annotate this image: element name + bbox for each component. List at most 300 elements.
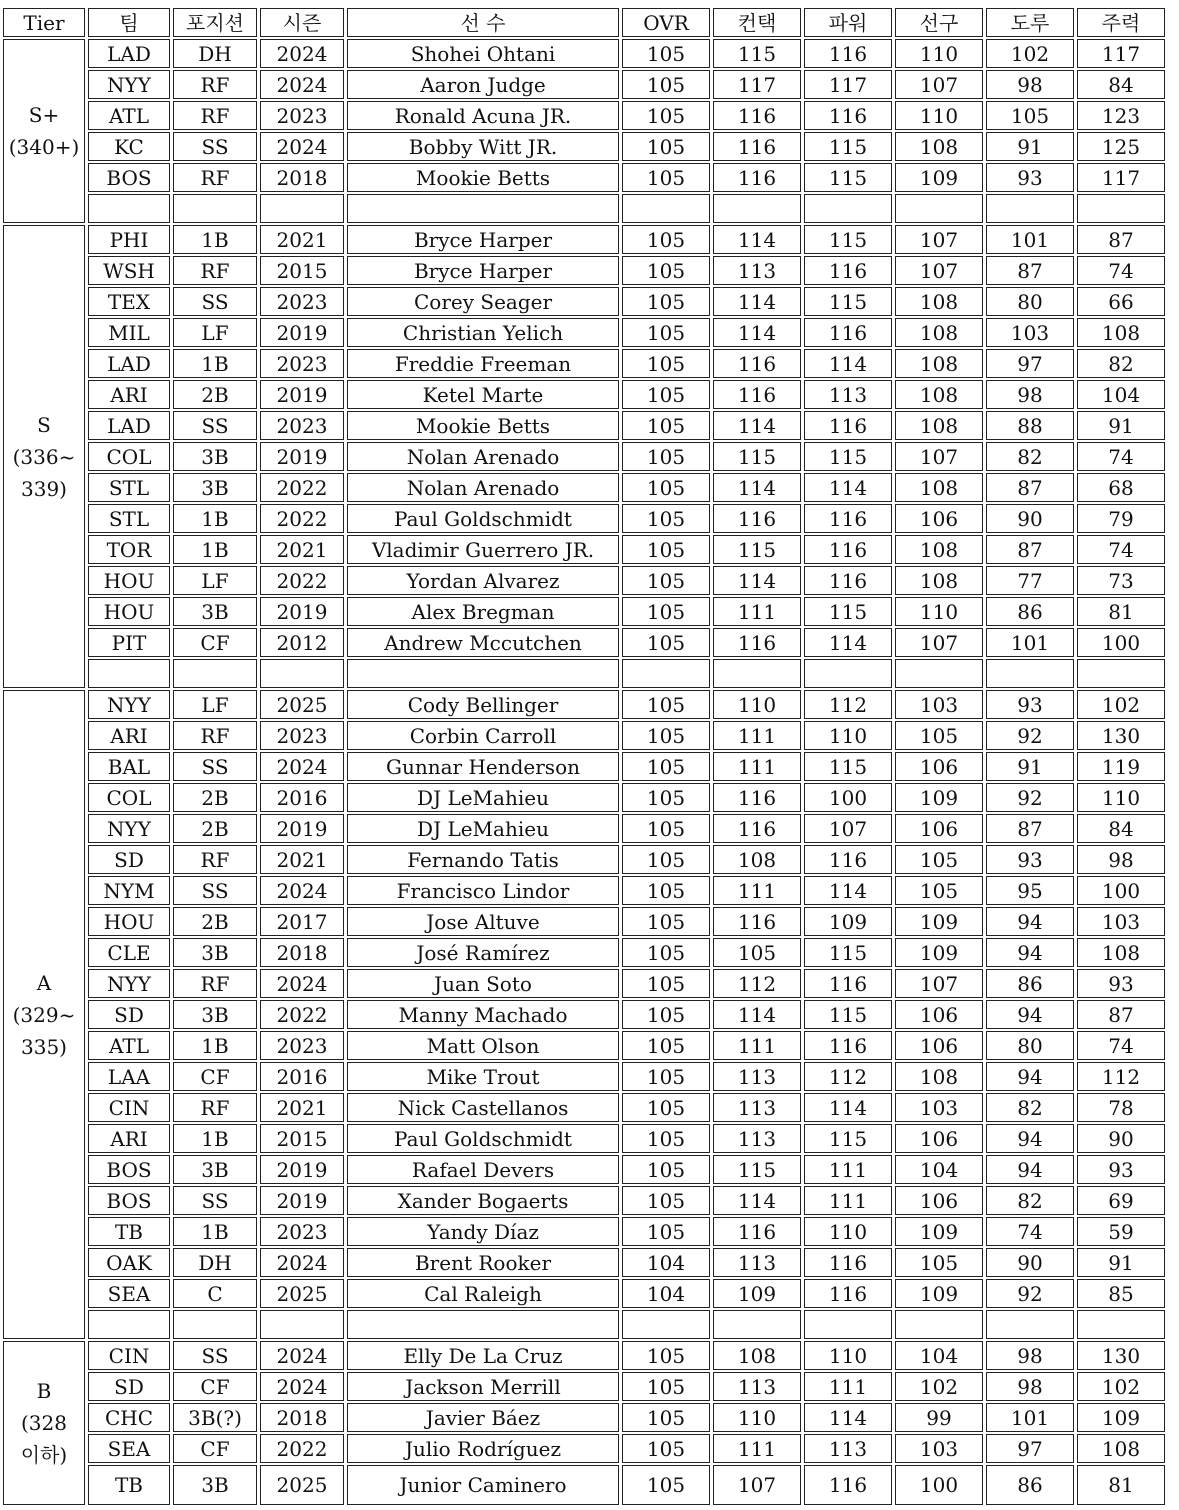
cell-speed: 110	[1077, 783, 1165, 812]
cell-power: 117	[804, 70, 892, 99]
cell-team: ATL	[88, 101, 170, 130]
cell-speed: 74	[1077, 1031, 1165, 1060]
cell-team: BOS	[88, 1155, 170, 1184]
cell-ovr: 105	[622, 752, 710, 781]
table-row	[3, 814, 1165, 843]
empty-cell	[713, 659, 801, 688]
cell-position: 1B	[173, 535, 257, 564]
cell-player: Freddie Freeman	[347, 349, 619, 378]
cell-power: 107	[804, 814, 892, 843]
cell-speed: 81	[1077, 597, 1165, 626]
empty-cell	[173, 1310, 257, 1339]
cell-team: SD	[88, 1000, 170, 1029]
cell-ovr: 105	[622, 101, 710, 130]
cell-position: CF	[173, 628, 257, 657]
cell-player: Fernando Tatis	[347, 845, 619, 874]
cell-ovr: 105	[622, 628, 710, 657]
cell-player: Gunnar Henderson	[347, 752, 619, 781]
cell-player: Junior Caminero	[347, 1465, 619, 1505]
cell-steal: 98	[986, 70, 1074, 99]
cell-eye: 109	[895, 163, 983, 192]
cell-position: SS	[173, 752, 257, 781]
cell-power: 111	[804, 1372, 892, 1401]
empty-cell	[986, 194, 1074, 223]
cell-player: Alex Bregman	[347, 597, 619, 626]
cell-season: 2018	[260, 938, 344, 967]
cell-season: 2019	[260, 442, 344, 471]
cell-player: Jose Altuve	[347, 907, 619, 936]
tier-label-cell	[3, 690, 85, 1339]
cell-contact: 114	[713, 1186, 801, 1215]
cell-position: 3B(?)	[173, 1403, 257, 1432]
cell-speed: 117	[1077, 39, 1165, 68]
cell-team: ARI	[88, 721, 170, 750]
table-row	[3, 566, 1165, 595]
cell-player: Corey Seager	[347, 287, 619, 316]
empty-cell	[173, 659, 257, 688]
cell-ovr: 105	[622, 566, 710, 595]
empty-cell	[895, 659, 983, 688]
empty-cell	[260, 1310, 344, 1339]
cell-ovr: 105	[622, 690, 710, 719]
cell-eye: 99	[895, 1403, 983, 1432]
cell-position: RF	[173, 969, 257, 998]
cell-contact: 113	[713, 1248, 801, 1277]
cell-team: SD	[88, 1372, 170, 1401]
cell-eye: 108	[895, 132, 983, 161]
cell-player: Christian Yelich	[347, 318, 619, 347]
cell-position: RF	[173, 1093, 257, 1122]
cell-power: 116	[804, 101, 892, 130]
cell-season: 2023	[260, 1031, 344, 1060]
cell-season: 2019	[260, 1186, 344, 1215]
cell-team: OAK	[88, 1248, 170, 1277]
cell-steal: 86	[986, 1465, 1074, 1505]
cell-player: Nick Castellanos	[347, 1093, 619, 1122]
cell-ovr: 105	[622, 1217, 710, 1246]
table-row	[3, 70, 1165, 99]
cell-team: CLE	[88, 938, 170, 967]
cell-power: 114	[804, 349, 892, 378]
empty-cell	[804, 659, 892, 688]
cell-power: 116	[804, 535, 892, 564]
table-row	[3, 411, 1165, 440]
cell-team: CHC	[88, 1403, 170, 1432]
table-row	[3, 1124, 1165, 1153]
cell-contact: 116	[713, 628, 801, 657]
cell-ovr: 105	[622, 1062, 710, 1091]
cell-player: Cody Bellinger	[347, 690, 619, 719]
tier-label-line: (328	[21, 1411, 67, 1435]
cell-power: 111	[804, 1186, 892, 1215]
tier-label-cell	[3, 225, 85, 688]
cell-eye: 106	[895, 1000, 983, 1029]
table-row	[3, 907, 1165, 936]
cell-player: Yandy Díaz	[347, 1217, 619, 1246]
cell-position: SS	[173, 876, 257, 905]
cell-player: Corbin Carroll	[347, 721, 619, 750]
empty-cell	[895, 194, 983, 223]
spacer-row	[3, 194, 1165, 223]
cell-ovr: 105	[622, 535, 710, 564]
cell-power: 115	[804, 442, 892, 471]
cell-player: Nolan Arenado	[347, 473, 619, 502]
cell-position: 1B	[173, 349, 257, 378]
cell-team: LAA	[88, 1062, 170, 1091]
cell-season: 2023	[260, 721, 344, 750]
cell-steal: 93	[986, 690, 1074, 719]
cell-season: 2024	[260, 1248, 344, 1277]
empty-cell	[622, 659, 710, 688]
cell-steal: 95	[986, 876, 1074, 905]
empty-cell	[88, 659, 170, 688]
cell-speed: 84	[1077, 814, 1165, 843]
cell-power: 100	[804, 783, 892, 812]
cell-speed: 100	[1077, 628, 1165, 657]
table-row	[3, 1155, 1165, 1184]
tier-label-line: 335)	[21, 1034, 67, 1059]
cell-eye: 103	[895, 1434, 983, 1463]
header-team: 팀	[88, 8, 170, 37]
table-row	[3, 1062, 1165, 1091]
cell-position: 1B	[173, 504, 257, 533]
header-eye: 선구	[895, 8, 983, 37]
cell-ovr: 105	[622, 318, 710, 347]
cell-team: KC	[88, 132, 170, 161]
cell-player: Mookie Betts	[347, 163, 619, 192]
cell-ovr: 105	[622, 783, 710, 812]
cell-power: 115	[804, 597, 892, 626]
cell-player: Bryce Harper	[347, 225, 619, 254]
cell-position: 1B	[173, 1031, 257, 1060]
cell-speed: 100	[1077, 876, 1165, 905]
cell-ovr: 104	[622, 1279, 710, 1308]
cell-power: 110	[804, 721, 892, 750]
cell-power: 116	[804, 566, 892, 595]
cell-speed: 103	[1077, 907, 1165, 936]
cell-speed: 82	[1077, 349, 1165, 378]
cell-ovr: 105	[622, 1403, 710, 1432]
empty-cell	[1077, 194, 1165, 223]
cell-contact: 114	[713, 225, 801, 254]
tier-label-line: 339)	[21, 476, 67, 501]
cell-player: Paul Goldschmidt	[347, 1124, 619, 1153]
spacer-row	[3, 659, 1165, 688]
cell-power: 110	[804, 1217, 892, 1246]
cell-season: 2019	[260, 380, 344, 409]
cell-contact: 116	[713, 101, 801, 130]
cell-team: SD	[88, 845, 170, 874]
empty-cell	[1077, 1310, 1165, 1339]
table-row	[3, 318, 1165, 347]
cell-position: 1B	[173, 225, 257, 254]
cell-ovr: 105	[622, 1341, 710, 1370]
cell-ovr: 105	[622, 380, 710, 409]
cell-eye: 108	[895, 1062, 983, 1091]
cell-season: 2022	[260, 1434, 344, 1463]
cell-power: 111	[804, 1155, 892, 1184]
cell-eye: 105	[895, 1248, 983, 1277]
cell-player: DJ LeMahieu	[347, 814, 619, 843]
cell-contact: 111	[713, 876, 801, 905]
table-row	[3, 163, 1165, 192]
cell-eye: 109	[895, 1279, 983, 1308]
cell-eye: 108	[895, 287, 983, 316]
cell-season: 2025	[260, 1465, 344, 1505]
cell-power: 114	[804, 876, 892, 905]
cell-ovr: 105	[622, 1372, 710, 1401]
table-row	[3, 752, 1165, 781]
cell-season: 2015	[260, 1124, 344, 1153]
cell-speed: 98	[1077, 845, 1165, 874]
header-steal: 도루	[986, 8, 1074, 37]
cell-season: 2025	[260, 690, 344, 719]
cell-speed: 73	[1077, 566, 1165, 595]
cell-speed: 91	[1077, 1248, 1165, 1277]
cell-contact: 115	[713, 39, 801, 68]
cell-contact: 107	[713, 1465, 801, 1505]
cell-position: 2B	[173, 814, 257, 843]
cell-season: 2024	[260, 39, 344, 68]
cell-contact: 117	[713, 70, 801, 99]
cell-speed: 74	[1077, 442, 1165, 471]
cell-steal: 82	[986, 1093, 1074, 1122]
cell-steal: 97	[986, 1434, 1074, 1463]
cell-position: SS	[173, 411, 257, 440]
cell-player: Paul Goldschmidt	[347, 504, 619, 533]
cell-ovr: 105	[622, 969, 710, 998]
empty-cell	[173, 194, 257, 223]
empty-cell	[260, 194, 344, 223]
cell-season: 2021	[260, 535, 344, 564]
cell-contact: 116	[713, 907, 801, 936]
cell-steal: 101	[986, 225, 1074, 254]
cell-contact: 110	[713, 690, 801, 719]
cell-steal: 77	[986, 566, 1074, 595]
cell-team: BAL	[88, 752, 170, 781]
cell-contact: 113	[713, 1124, 801, 1153]
cell-power: 113	[804, 1434, 892, 1463]
cell-contact: 116	[713, 380, 801, 409]
cell-contact: 108	[713, 1341, 801, 1370]
cell-contact: 114	[713, 566, 801, 595]
cell-power: 115	[804, 938, 892, 967]
cell-power: 114	[804, 1403, 892, 1432]
tier-label-line: (336~	[12, 444, 76, 469]
cell-contact: 109	[713, 1279, 801, 1308]
cell-speed: 74	[1077, 535, 1165, 564]
cell-eye: 108	[895, 566, 983, 595]
cell-position: SS	[173, 132, 257, 161]
cell-eye: 108	[895, 380, 983, 409]
cell-contact: 113	[713, 1093, 801, 1122]
cell-season: 2019	[260, 1155, 344, 1184]
cell-eye: 107	[895, 70, 983, 99]
cell-power: 110	[804, 1341, 892, 1370]
cell-team: ATL	[88, 1031, 170, 1060]
cell-player: Andrew Mccutchen	[347, 628, 619, 657]
header-power: 파워	[804, 8, 892, 37]
cell-eye: 104	[895, 1341, 983, 1370]
cell-team: TOR	[88, 535, 170, 564]
table-row	[3, 1186, 1165, 1215]
cell-eye: 110	[895, 101, 983, 130]
cell-eye: 103	[895, 690, 983, 719]
cell-position: CF	[173, 1062, 257, 1091]
cell-eye: 109	[895, 1217, 983, 1246]
cell-season: 2019	[260, 814, 344, 843]
table-row	[3, 1372, 1165, 1401]
cell-position: 3B	[173, 1155, 257, 1184]
cell-power: 116	[804, 1279, 892, 1308]
cell-contact: 114	[713, 411, 801, 440]
table-row	[3, 1403, 1165, 1432]
cell-player: DJ LeMahieu	[347, 783, 619, 812]
cell-steal: 102	[986, 39, 1074, 68]
cell-player: Rafael Devers	[347, 1155, 619, 1184]
table-row	[3, 690, 1165, 719]
cell-eye: 108	[895, 473, 983, 502]
table-row	[3, 969, 1165, 998]
cell-ovr: 105	[622, 411, 710, 440]
cell-team: HOU	[88, 597, 170, 626]
cell-speed: 109	[1077, 1403, 1165, 1432]
cell-speed: 104	[1077, 380, 1165, 409]
tier-table	[0, 6, 1168, 1507]
cell-team: PIT	[88, 628, 170, 657]
header-contact: 컨택	[713, 8, 801, 37]
cell-speed: 93	[1077, 1155, 1165, 1184]
cell-team: SEA	[88, 1434, 170, 1463]
header-position: 포지션	[173, 8, 257, 37]
cell-ovr: 105	[622, 39, 710, 68]
cell-ovr: 105	[622, 814, 710, 843]
table-row	[3, 1434, 1165, 1463]
cell-steal: 94	[986, 1000, 1074, 1029]
cell-power: 116	[804, 969, 892, 998]
cell-contact: 116	[713, 783, 801, 812]
cell-contact: 114	[713, 287, 801, 316]
cell-ovr: 105	[622, 473, 710, 502]
cell-speed: 74	[1077, 256, 1165, 285]
cell-contact: 115	[713, 535, 801, 564]
cell-speed: 102	[1077, 1372, 1165, 1401]
cell-steal: 91	[986, 752, 1074, 781]
empty-cell	[347, 194, 619, 223]
table-row	[3, 225, 1165, 254]
cell-contact: 111	[713, 597, 801, 626]
cell-eye: 107	[895, 628, 983, 657]
table-row	[3, 1248, 1165, 1277]
cell-position: 3B	[173, 938, 257, 967]
cell-season: 2018	[260, 1403, 344, 1432]
cell-steal: 87	[986, 256, 1074, 285]
cell-position: 1B	[173, 1217, 257, 1246]
cell-player: Yordan Alvarez	[347, 566, 619, 595]
cell-power: 115	[804, 225, 892, 254]
cell-team: CIN	[88, 1093, 170, 1122]
cell-season: 2019	[260, 597, 344, 626]
cell-speed: 87	[1077, 1000, 1165, 1029]
cell-position: SS	[173, 1186, 257, 1215]
cell-contact: 105	[713, 938, 801, 967]
cell-speed: 125	[1077, 132, 1165, 161]
cell-ovr: 104	[622, 1248, 710, 1277]
cell-contact: 116	[713, 1217, 801, 1246]
cell-season: 2023	[260, 349, 344, 378]
header-tier: Tier	[3, 8, 85, 37]
cell-speed: 78	[1077, 1093, 1165, 1122]
cell-ovr: 105	[622, 907, 710, 936]
table-row	[3, 349, 1165, 378]
cell-player: Mookie Betts	[347, 411, 619, 440]
cell-power: 116	[804, 39, 892, 68]
cell-team: CIN	[88, 1341, 170, 1370]
cell-season: 2023	[260, 101, 344, 130]
cell-ovr: 105	[622, 442, 710, 471]
empty-cell	[986, 659, 1074, 688]
cell-team: STL	[88, 504, 170, 533]
cell-steal: 74	[986, 1217, 1074, 1246]
cell-player: Jackson Merrill	[347, 1372, 619, 1401]
cell-team: BOS	[88, 163, 170, 192]
table-row	[3, 783, 1165, 812]
cell-team: WSH	[88, 256, 170, 285]
cell-player: Julio Rodríguez	[347, 1434, 619, 1463]
tier-label-cell	[3, 1341, 85, 1505]
header-row	[3, 8, 1165, 37]
empty-cell	[347, 1310, 619, 1339]
cell-speed: 66	[1077, 287, 1165, 316]
cell-steal: 82	[986, 442, 1074, 471]
header-season: 시즌	[260, 8, 344, 37]
cell-eye: 106	[895, 752, 983, 781]
cell-team: MIL	[88, 318, 170, 347]
cell-speed: 119	[1077, 752, 1165, 781]
cell-power: 115	[804, 132, 892, 161]
cell-eye: 107	[895, 969, 983, 998]
cell-speed: 130	[1077, 721, 1165, 750]
tier-label-line: (329~	[12, 1002, 76, 1027]
cell-player: Bryce Harper	[347, 256, 619, 285]
empty-cell	[88, 194, 170, 223]
cell-power: 115	[804, 163, 892, 192]
tier-label-line: A	[36, 970, 52, 995]
table-row	[3, 1217, 1165, 1246]
empty-cell	[88, 1310, 170, 1339]
empty-cell	[804, 1310, 892, 1339]
cell-team: HOU	[88, 566, 170, 595]
cell-position: 3B	[173, 1465, 257, 1505]
cell-position: 3B	[173, 597, 257, 626]
cell-contact: 110	[713, 1403, 801, 1432]
header-player: 선 수	[347, 8, 619, 37]
empty-cell	[804, 194, 892, 223]
cell-eye: 106	[895, 1186, 983, 1215]
cell-contact: 116	[713, 814, 801, 843]
cell-ovr: 105	[622, 721, 710, 750]
cell-power: 116	[804, 1031, 892, 1060]
cell-eye: 103	[895, 1093, 983, 1122]
table-row	[3, 597, 1165, 626]
cell-ovr: 105	[622, 256, 710, 285]
cell-season: 2015	[260, 256, 344, 285]
cell-contact: 113	[713, 1062, 801, 1091]
cell-season: 2022	[260, 473, 344, 502]
cell-power: 114	[804, 473, 892, 502]
cell-position: 1B	[173, 1124, 257, 1153]
cell-ovr: 105	[622, 287, 710, 316]
